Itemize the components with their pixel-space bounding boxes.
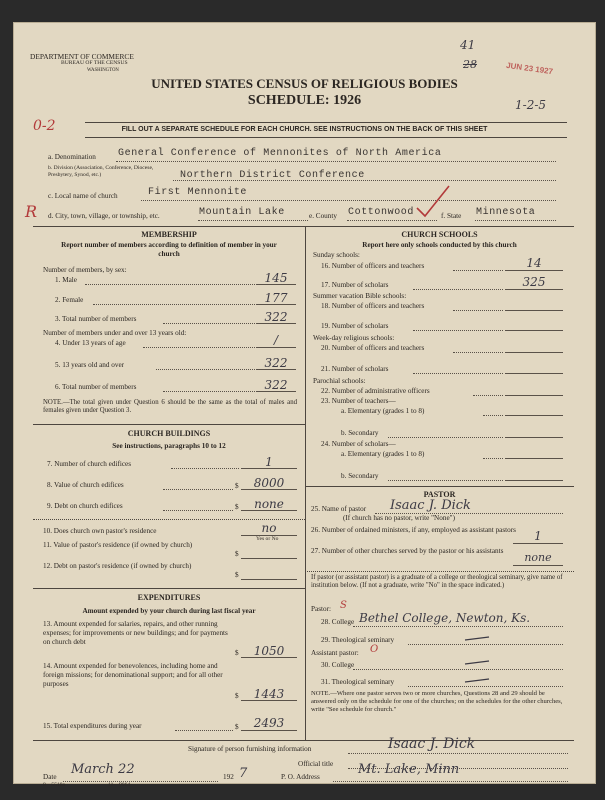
- dash-mark-icon: [463, 676, 493, 684]
- q24b-field: [505, 480, 563, 481]
- q28-field: [353, 626, 563, 627]
- q21-field: [505, 373, 563, 374]
- under-over-label: Number of members under and over 13 years old:: [43, 329, 187, 337]
- q13-value: 1050: [253, 644, 285, 658]
- year-value: 7: [239, 766, 248, 781]
- expenditures-heading: EXPENDITURES: [137, 593, 201, 602]
- q20-field: [505, 352, 563, 353]
- q9-dollar: $: [235, 503, 239, 511]
- q3-label: 3. Total number of members: [55, 315, 137, 323]
- pastor-heading: PASTOR: [423, 490, 456, 499]
- q23b-label: b. Secondary: [341, 429, 379, 437]
- q4-label: 4. Under 13 years of age: [55, 339, 126, 347]
- schedule-title: SCHEDULE: 1926: [247, 93, 362, 108]
- membership-heading: MEMBERSHIP: [141, 230, 197, 239]
- right-margin-mark: 1-2-5: [515, 98, 547, 112]
- q2-label: 2. Female: [55, 296, 84, 304]
- q10-label: 10. Does church own pastor's residence: [43, 527, 157, 535]
- q24a-label: a. Elementary (grades 1 to 8): [341, 450, 425, 458]
- q12-field: [241, 579, 297, 580]
- q19-field: [505, 330, 563, 331]
- q11-dollar: $: [235, 550, 239, 558]
- q11-field: [241, 558, 297, 559]
- q24a-leader: [483, 458, 503, 459]
- signature-label: Signature of person furnishing information: [188, 745, 312, 753]
- q16-leader: [453, 270, 503, 271]
- q5-label: 5. 13 years old and over: [55, 361, 125, 369]
- q24-label: 24. Number of scholars—: [321, 440, 396, 448]
- pastor-red-mark: S: [340, 600, 347, 611]
- signature-line: [348, 753, 568, 754]
- year-prefix: 192: [223, 773, 234, 781]
- q26-value: 1: [534, 529, 542, 543]
- q27-value: none: [524, 551, 552, 564]
- q29-field: [408, 644, 563, 645]
- q17-field: [505, 289, 563, 290]
- state-line: [475, 220, 556, 221]
- handwritten-41: 41: [460, 38, 476, 52]
- signature-value: Isaac J. Dick: [388, 736, 476, 752]
- q2-value: 177: [264, 291, 288, 305]
- body-bottom-rule: [33, 740, 574, 741]
- q23a-leader: [483, 415, 503, 416]
- q26-label: 26. Number of ordained ministers, if any, employed as assistant pastors: [311, 526, 516, 534]
- q17-leader: [413, 289, 503, 290]
- q6-label: 6. Total number of members: [55, 383, 137, 391]
- date-label: Date: [43, 773, 57, 781]
- q13-dollar: $: [235, 649, 239, 657]
- q4-value: /: [273, 333, 279, 347]
- q17-value: 325: [522, 275, 546, 289]
- denomination-value: General Conference of Mennonites of North America: [118, 148, 442, 159]
- q16-value: 14: [526, 256, 542, 270]
- q8-label: 8. Value of church edifices: [47, 481, 124, 489]
- q4-leader: [143, 347, 255, 348]
- date-value: March 22: [71, 762, 135, 777]
- q25-value: Isaac J. Dick: [390, 498, 471, 513]
- left-margin-mark: 0-2: [33, 118, 56, 134]
- q1-label: 1. Male: [55, 276, 77, 284]
- q24b-label: b. Secondary: [341, 472, 379, 480]
- schools-sub: Report here only schools conducted by this church: [362, 241, 517, 249]
- r-margin-mark: R: [25, 202, 38, 221]
- q23a-label: a. Elementary (grades 1 to 8): [341, 407, 425, 415]
- q4-field: [256, 347, 296, 348]
- buildings-heading: CHURCH BUILDINGS: [127, 429, 211, 438]
- instruction-rule-top: [85, 122, 567, 123]
- q15-field: [241, 730, 297, 731]
- q3-value: 322: [264, 310, 288, 324]
- membership-note: NOTE.—The total given under Question 6 should be the same as the total of males and females given under Question 3.: [43, 399, 297, 414]
- dash-mark-icon: [463, 634, 493, 642]
- pastor-note: NOTE.—Where one pastor serves two or more churches, Questions 28 and 29 should be answered only on the schedule for one of the churches; on the schedules for the other churches, write "See schedule for church.": [311, 690, 563, 713]
- q31-label: 31. Theological seminary: [321, 678, 395, 686]
- state-value: Minnesota: [476, 207, 536, 218]
- state-label: f. State: [441, 212, 462, 220]
- q23b-field: [505, 437, 563, 438]
- q11-label: 11. Value of pastor's residence (if owned by church): [43, 541, 193, 549]
- church-name-value: First Mennonite: [148, 187, 248, 198]
- city-value: Mountain Lake: [199, 207, 285, 218]
- q30-label: 30. College: [321, 661, 355, 669]
- division-line: [173, 180, 556, 181]
- q15-leader: [175, 730, 233, 731]
- q7-label: 7. Number of church edifices: [47, 460, 132, 468]
- q14-dollar: $: [235, 692, 239, 700]
- college-note: If pastor (or assistant pastor) is a graduate of a college or theological seminary, give name of institution below. (If not a graduate, write "No" in the space indicated.): [311, 574, 563, 590]
- q1-value: 145: [264, 271, 288, 285]
- members-by-sex-label: Number of members, by sex:: [43, 266, 127, 274]
- q22-leader: [473, 395, 503, 396]
- expenditures-sub: Amount expended by your church during last fiscal year: [82, 607, 256, 615]
- q23-label: 23. Number of teachers—: [321, 397, 396, 405]
- q15-value: 2493: [253, 716, 285, 730]
- q10-value: no: [261, 521, 277, 535]
- q24a-field: [505, 458, 563, 459]
- q1-leader: [85, 284, 255, 285]
- buildings-sub: See instructions, paragraphs 10 to 12: [112, 442, 226, 450]
- q23a-field: [505, 415, 563, 416]
- county-value: Cottonwood: [348, 207, 415, 218]
- q26-field: [513, 543, 563, 544]
- q12-label: 12. Debt on pastor's residence (if owned by church): [43, 562, 192, 570]
- official-title-label: Official title: [298, 760, 334, 768]
- q29-label: 29. Theological seminary: [321, 636, 395, 644]
- q24b-leader: [388, 480, 503, 481]
- city-line: [198, 220, 308, 221]
- q22-field: [505, 395, 563, 396]
- body-top-rule: [33, 226, 574, 227]
- q8-leader: [163, 489, 233, 490]
- received-stamp: JUN 23 1927: [505, 60, 554, 77]
- q18-field: [505, 310, 563, 311]
- q18-leader: [453, 310, 503, 311]
- instruction-line: FILL OUT A SEPARATE SCHEDULE FOR EACH CHURCH. SEE INSTRUCTIONS ON THE BACK OF THIS SHEET: [121, 126, 488, 133]
- q23b-leader: [388, 437, 503, 438]
- q31-field: [408, 686, 563, 687]
- pastor-rule: [305, 486, 574, 487]
- q28-value: Bethel College, Newton, Ks.: [359, 611, 531, 625]
- q17-label: 17. Number of scholars: [321, 281, 389, 289]
- q3-leader: [163, 323, 255, 324]
- form-number: 8—5518a: [43, 782, 66, 788]
- q6-leader: [163, 391, 255, 392]
- q16-field: [505, 270, 563, 271]
- q16-label: 16. Number of officers and teachers: [321, 262, 425, 270]
- q8-dollar: $: [235, 482, 239, 490]
- handwritten-28: 28: [463, 58, 477, 71]
- county-label: e. County: [309, 212, 337, 220]
- q5-value: 322: [264, 356, 288, 370]
- q20-leader: [453, 352, 503, 353]
- q8-value: 8000: [253, 476, 285, 490]
- washington-label: WASHINGTON: [87, 68, 119, 73]
- q18-label: 18. Number of officers and teachers: [321, 302, 425, 310]
- date-line: [63, 781, 218, 782]
- expenditures-rule: [33, 588, 305, 589]
- q12-dollar: $: [235, 571, 239, 579]
- q19-label: 19. Number of scholars: [321, 322, 389, 330]
- q5-leader: [156, 369, 255, 370]
- form-title: UNITED STATES CENSUS OF RELIGIOUS BODIES: [151, 76, 458, 91]
- division-value: Northern District Conference: [180, 170, 365, 181]
- q21-label: 21. Number of scholars: [321, 365, 389, 373]
- q25-note: (If church has no pastor, write "None"): [343, 514, 455, 522]
- q14-label: 14. Amount expended for benevolences, including home and foreign missions; for denominational support; and for all other purposes: [43, 662, 223, 688]
- buildings-rule: [33, 424, 305, 425]
- city-label: d. City, town, village, or township, etc.: [48, 212, 160, 220]
- q9-leader: [163, 510, 233, 511]
- census-schedule-sheet: [13, 22, 596, 788]
- assistant-red-mark: O: [370, 644, 379, 655]
- q27-field: [513, 565, 563, 566]
- q9-label: 9. Debt on church edifices: [47, 502, 123, 510]
- church-name-label: c. Local name of church: [48, 192, 118, 200]
- column-divider: [305, 226, 306, 740]
- denomination-label: a. Denomination: [48, 153, 96, 161]
- q28-label: 28. College: [321, 618, 355, 626]
- q21-leader: [413, 373, 503, 374]
- schools-heading: CHURCH SCHOOLS: [401, 230, 478, 239]
- po-address-label: P. O. Address: [281, 773, 320, 781]
- church-name-line: [141, 200, 556, 201]
- q7-leader: [171, 468, 239, 469]
- college-rule: [305, 571, 574, 572]
- q6-value: 322: [264, 378, 288, 392]
- membership-intro: Report number of members according to definition of member in your church: [61, 241, 277, 258]
- q19-leader: [413, 330, 503, 331]
- q13-label: 13. Amount expended for salaries, repairs, and other running expenses; for improvements or new buildings; and for payments on church debt: [43, 620, 228, 646]
- weekday-schools-label: Week-day religious schools:: [313, 334, 395, 342]
- summer-schools-label: Summer vacation Bible schools:: [313, 292, 407, 300]
- q14-value: 1443: [253, 687, 285, 701]
- denomination-line: [116, 161, 556, 162]
- q22-label: 22. Number of administrative officers: [321, 387, 430, 395]
- q25-label: 25. Name of pastor: [311, 505, 367, 513]
- print-number: 11—9064: [108, 782, 131, 788]
- division-label: b. Division (Association, Conference, Diocese, Presbytery, Synod, etc.): [48, 165, 154, 178]
- q2-leader: [93, 304, 255, 305]
- sunday-schools-label: Sunday schools:: [313, 251, 360, 259]
- q15-dollar: $: [235, 723, 239, 731]
- po-address-value: Mt. Lake, Minn: [358, 762, 460, 777]
- dash-mark-icon: [463, 658, 493, 666]
- q9-value: none: [254, 497, 284, 511]
- pastor-sub-label: Pastor:: [311, 605, 331, 613]
- po-address-line: [333, 781, 568, 782]
- instruction-rule-bottom: [85, 137, 567, 138]
- q30-field: [353, 669, 563, 670]
- q20-label: 20. Number of officers and teachers: [321, 344, 425, 352]
- q7-value: 1: [265, 455, 273, 469]
- q15-label: 15. Total expenditures during year: [43, 722, 142, 730]
- department-label: DEPARTMENT OF COMMERCE: [30, 52, 134, 61]
- assistant-pastor-label: Assistant pastor:: [311, 649, 359, 657]
- parochial-schools-label: Parochial schools:: [313, 377, 366, 385]
- q27-label: 27. Number of other churches served by the pastor or his assistants: [311, 547, 504, 555]
- bureau-label: BUREAU OF THE CENSUS: [61, 60, 128, 66]
- residence-rule: [33, 519, 305, 520]
- yes-no-hint: Yes or No: [256, 536, 279, 542]
